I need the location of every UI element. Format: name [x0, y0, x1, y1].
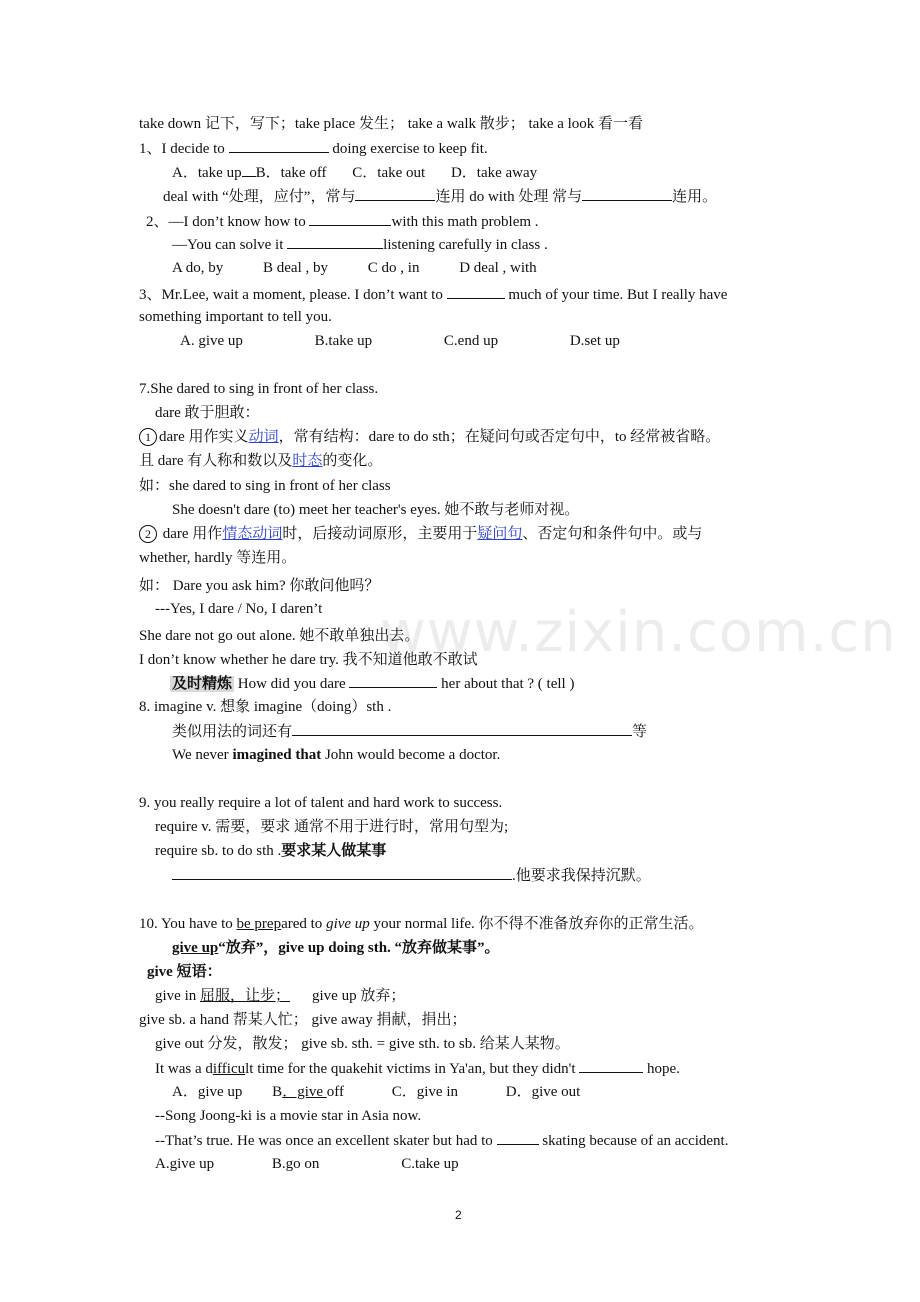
question-3b: something important to tell you. — [139, 309, 332, 325]
q4-option-d: D．give out — [505, 1084, 581, 1100]
q5b-pre: --That’s true. He was once an excellent skater but had to — [155, 1133, 497, 1149]
page-number: 2 — [455, 1208, 462, 1222]
dare1-p1: dare 用作实义 — [159, 429, 249, 445]
question-5: --Song Joong-ki is a movie star in Asia now. — [155, 1108, 422, 1124]
q4-blank — [579, 1058, 643, 1073]
q3-options — [180, 331, 620, 351]
section-9-pattern — [155, 841, 386, 861]
q2-post: with this math problem . — [391, 214, 539, 230]
s8c-post: John would become a doctor. — [321, 747, 501, 763]
link-verb[interactable]: 动词 — [248, 429, 279, 445]
give1-a-meaning: 屈服，让步； — [200, 988, 291, 1004]
deal-p1: deal with “处理，应付”，常与 — [163, 189, 356, 205]
dare-heading: dare 敢于胆敢： — [155, 405, 260, 421]
s9d-blank — [172, 865, 512, 880]
watermark: www.zixin.com.cn — [380, 600, 897, 665]
drill-post: her about that ? ( tell ) — [437, 676, 575, 692]
question-3 — [139, 284, 727, 305]
example-4: ---Yes, I dare / No, I daren’t — [155, 601, 323, 617]
q3-pre: 3、Mr.Lee, wait a moment, please. I don’t want to — [139, 287, 447, 303]
take-phrases-line: take down 记下，写下；take place 发生； take a walk 散步； take a look 看一看 — [139, 116, 644, 132]
give-phrases-2: give sb. a hand 帮某人忙； give away 捐献，捐出； — [139, 1012, 467, 1028]
deal-p2: 连用 do with 处理 常与 — [435, 189, 583, 205]
section-9-require: require v. 需要，要求 通常不用于进行时，常用句型为; — [155, 819, 509, 835]
example-5: She dare not go out alone. 她不敢单独出去。 — [139, 628, 420, 644]
q5-option-c: C.take up — [401, 1156, 459, 1172]
dare1b-p1: 且 dare 有人称和数以及 — [139, 453, 293, 469]
link-tense[interactable]: 时态 — [292, 453, 323, 469]
q1-option-a: A．take up — [172, 165, 242, 181]
q2-option-b: B deal , by — [263, 260, 329, 276]
dare1-p2: ，常有结构：dare to do sth；在疑问句或否定句中，to 经常被省略。 — [278, 429, 721, 445]
q4-option-a: A．give up — [172, 1084, 243, 1100]
drill-blank — [349, 673, 437, 688]
q3-option-a: A. give up — [180, 333, 243, 349]
circle-number-1: 1 — [139, 428, 157, 446]
s10-pre: 10. You have to — [139, 916, 237, 932]
q1-options — [172, 162, 537, 183]
q2-pre: 2、—I don’t know how to — [146, 214, 310, 230]
q3-option-d: D.set up — [569, 333, 620, 349]
give1-a: give in — [155, 988, 200, 1004]
q5b-blank — [497, 1130, 539, 1145]
q2b-post: listening carefully in class . — [383, 237, 548, 253]
q5-option-b: B.go on — [271, 1156, 320, 1172]
dare-usage-2b: whether, hardly 等连用。 — [139, 550, 297, 566]
q2-options — [172, 258, 537, 278]
s10b-underlined: give up — [172, 940, 219, 956]
dare2-p3: 、否定句和条件句中。或与 — [522, 526, 703, 542]
q4-underlined: ifficu — [212, 1061, 246, 1077]
link-modal-verb[interactable]: 情态动词 — [222, 526, 283, 542]
q1-post: doing exercise to keep fit. — [328, 141, 488, 157]
q2b-blank — [287, 234, 383, 249]
dare-usage-1b — [139, 451, 382, 471]
s10b-rest: “放弃”，give up doing sth. “放弃做某事”。 — [218, 940, 500, 956]
drill-tag: 及时精炼 — [172, 676, 233, 692]
section-9-exercise — [172, 865, 651, 886]
q4-post: hope. — [643, 1061, 680, 1077]
drill-pre: How did you dare — [234, 676, 350, 692]
section-8-title: 8. imagine v. 想象 imagine（doing）sth . — [139, 699, 392, 715]
section-10-giveup — [172, 938, 500, 958]
deal-p3: 连用。 — [672, 189, 718, 205]
link-question[interactable]: 疑问句 — [477, 526, 523, 542]
section-9-title: 9. you really require a lot of talent and hard work to success. — [139, 795, 503, 811]
q1-option-d: D．take away — [450, 165, 538, 181]
dare-usage-1 — [139, 427, 720, 447]
q2b-pre: —You can solve it — [172, 237, 288, 253]
example-1: 如：she dared to sing in front of her class — [139, 478, 391, 494]
q1-blank — [229, 138, 329, 153]
s10-italic: give up — [326, 916, 370, 932]
question-1 — [139, 138, 488, 159]
drill-line — [170, 673, 574, 694]
s8b-pre: 类似用法的词还有 — [172, 724, 293, 740]
s9c-pre: require sb. to do sth . — [155, 843, 282, 859]
q1-gap — [242, 162, 256, 177]
s9d-text: .他要求我保持沉默。 — [512, 868, 651, 884]
s9c-bold: 要求某人做某事 — [281, 843, 387, 859]
dare1b-p2: 的变化。 — [322, 453, 383, 469]
q4-mid: lt time for the quakehit victims in Ya'an, but they didn't — [245, 1061, 580, 1077]
q4-pre: It was a d — [155, 1061, 213, 1077]
q1-option-b: B．take off — [255, 165, 327, 181]
deal-blank-1 — [355, 186, 435, 201]
q5-option-a: A.give up — [155, 1156, 215, 1172]
example-2: She doesn't dare (to) meet her teacher's eyes. 她不敢与老师对视。 — [172, 502, 580, 518]
q4-options — [172, 1082, 580, 1102]
section-10-title — [139, 914, 704, 934]
give-phrases-heading: give 短语： — [147, 964, 222, 980]
s10-post: your normal life. 你不得不准备放弃你的正常生活。 — [369, 916, 704, 932]
dare2-p1: dare 用作 — [159, 526, 223, 542]
give1-b: give up 放弃； — [312, 988, 406, 1004]
s8c-bold: imagined that — [232, 747, 322, 763]
q2-option-d: D deal , with — [459, 260, 537, 276]
s8c-pre: We never — [172, 747, 233, 763]
q5-options — [155, 1154, 459, 1174]
section-8-example — [172, 745, 500, 765]
q1-option-c: C．take out — [352, 165, 426, 181]
s10-underlined: be prep — [236, 916, 282, 932]
q5b-post: skating because of an accident. — [538, 1133, 729, 1149]
q2-option-c: C do , in — [367, 260, 420, 276]
s10-mid: ared to — [281, 916, 327, 932]
question-4 — [155, 1058, 680, 1079]
give-phrases-3: give out 分发，散发； give sb. sth. = give sth. to sb. 给某人某物。 — [155, 1036, 570, 1052]
example-6: I don’t know whether he dare try. 我不知道他敢不敢试 — [139, 652, 478, 668]
q3-post: much of your time. But I really have — [504, 287, 728, 303]
example-3: 如： Dare you ask him? 你敢问他吗？ — [139, 578, 380, 594]
deal-with-note — [163, 186, 717, 207]
question-5b — [155, 1130, 728, 1151]
q4-option-c: C．give in — [391, 1084, 458, 1100]
q1-pre: 1、I decide to — [139, 141, 229, 157]
section-7-title: 7.She dared to sing in front of her class. — [139, 381, 379, 397]
s8b-post: 等 — [632, 724, 648, 740]
give-phrases-1 — [155, 986, 405, 1006]
question-2b — [172, 234, 548, 255]
q3-option-c: C.end up — [443, 333, 499, 349]
question-2 — [146, 211, 539, 232]
circle-number-2: 2 — [139, 525, 157, 543]
q2-option-a: A do, by — [172, 260, 224, 276]
dare-usage-2 — [139, 524, 702, 544]
section-8-similar — [172, 721, 647, 742]
q3-blank — [447, 284, 505, 299]
deal-blank-2 — [582, 186, 672, 201]
dare2-p2: 时，后接动词原形，主要用于 — [282, 526, 478, 542]
s8b-blank — [292, 721, 632, 736]
q2-blank — [309, 211, 391, 226]
q4-option-b: B．give off — [272, 1084, 344, 1100]
q3-option-b: B.take up — [314, 333, 373, 349]
